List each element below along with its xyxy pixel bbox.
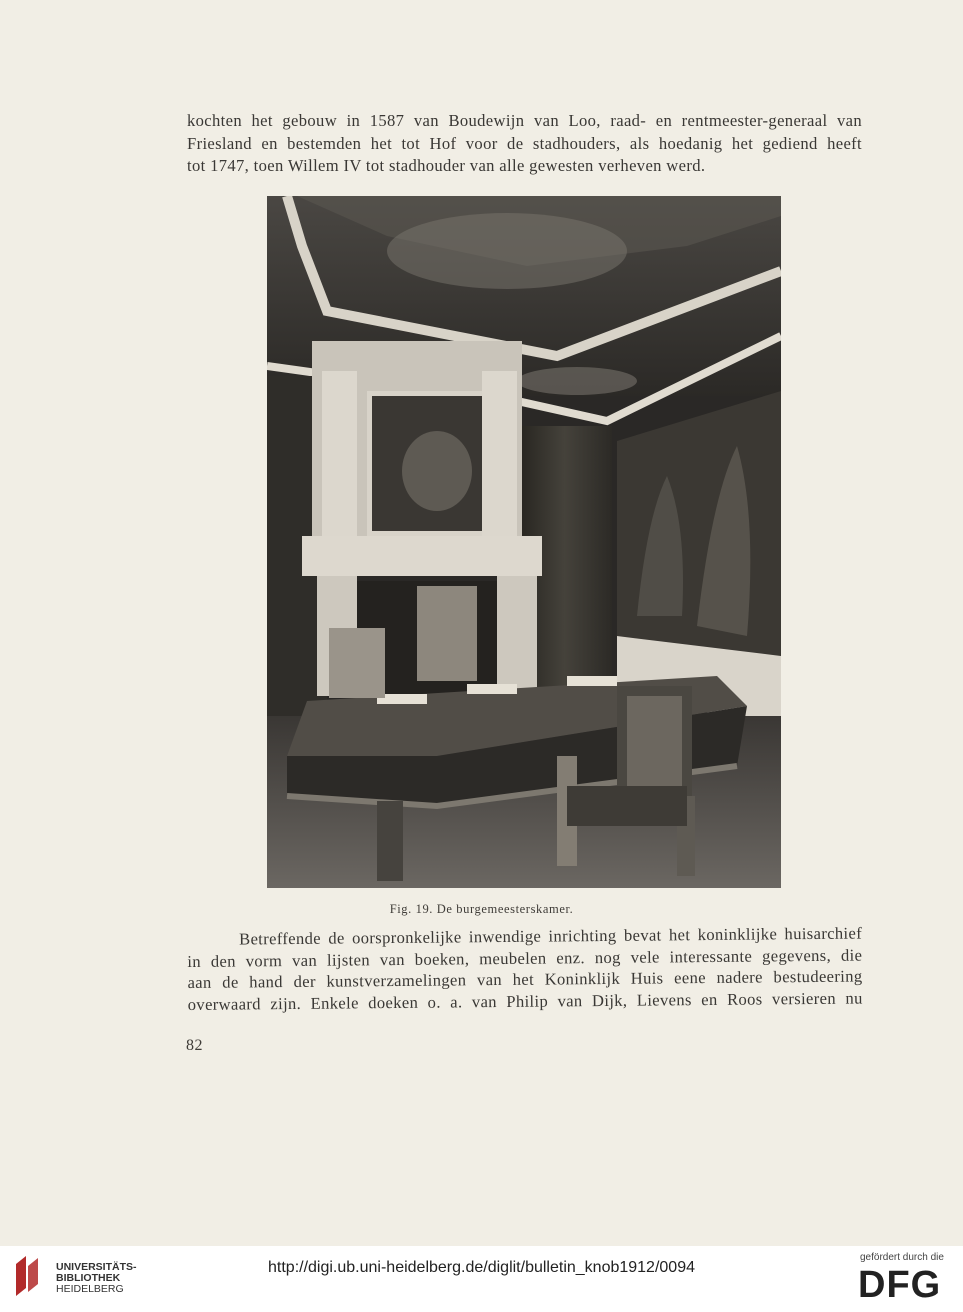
paragraph-line: Friesland en bestemden het tot Hof voor de stadhouders, als hoedanig het gediend heeft <box>187 133 862 153</box>
dfg-logo: DFG <box>858 1264 942 1306</box>
paragraph-line: tot 1747, toen Willem IV tot stadhouder van alle gewesten verheven werd. <box>187 156 706 175</box>
figure-photograph <box>267 196 781 888</box>
paragraph-line: aan de hand der kunstverzamelingen van het Koninklijk Huis eene nadere bestudeering <box>187 966 863 992</box>
paragraph-line: overwaard zijn. Enkele doeken o. a. van Philip van Dijk, Lievens en Roos versieren nu <box>187 988 863 1014</box>
library-name-line: BIBLIOTHEK <box>56 1272 121 1284</box>
funded-by-label: gefördert durch die <box>860 1252 944 1263</box>
footer-bar <box>0 1246 963 1312</box>
page-number: 82 <box>186 1037 203 1054</box>
document-url-link[interactable]: http://digi.ub.uni-heidelberg.de/diglit/bulletin_knob1912/0094 <box>268 1259 695 1276</box>
library-name-line: HEIDELBERG <box>56 1283 124 1295</box>
top-paragraph <box>187 110 862 178</box>
figure-caption: Fig. 19. De burgemeesterskamer. <box>389 902 574 916</box>
paragraph-line: in den vorm van lijsten van boeken, meubelen enz. nog vele interessante gegevens, die <box>187 945 863 971</box>
paragraph-line: kochten het gebouw in 1587 van Boudewijn van Loo, raad- en rentmeester-generaal van <box>187 111 862 130</box>
bottom-paragraph <box>187 923 863 1015</box>
library-name-line: UNIVERSITÄTS- <box>56 1261 137 1273</box>
paragraph-line: Betreffende de oorspronkelijke inwendige inrichting bevat het koninklijke huisarchief <box>239 923 863 949</box>
